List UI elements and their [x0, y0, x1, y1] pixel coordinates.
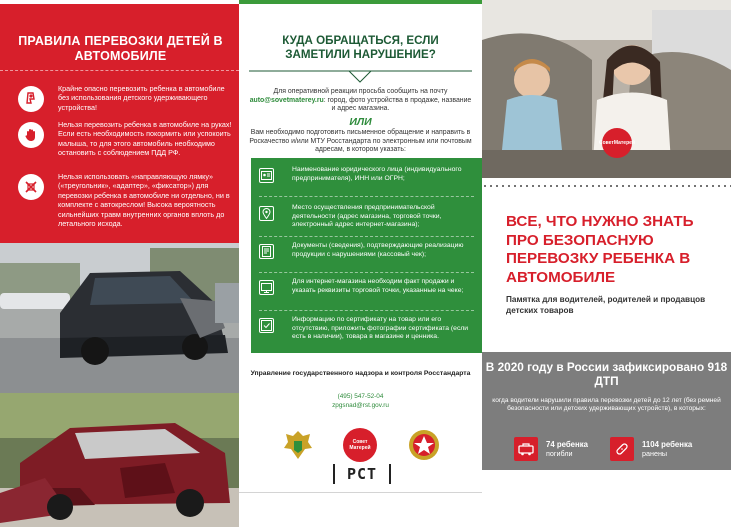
middle-panel [239, 0, 482, 527]
list-item: Документы (сведения), подтверждающие реализацию продукции с нарушениями (кассовый чек); [259, 242, 479, 259]
divider [0, 70, 239, 71]
document-icon [259, 244, 274, 259]
hand-stop-icon [18, 122, 44, 148]
phone[interactable]: (495) 547-52-04 [337, 393, 384, 400]
agency-title: Управление государственного надзора и контроля Росстандарта [250, 370, 471, 377]
rule-text: Нельзя перевозить ребенка в автомобиле на руках! Если есть необходимость покормить или успокоить малыша, то для этого автомобиль необходимо остановить с соблюдением ПДД РФ. [58, 120, 232, 158]
report-title: КУДА ОБРАЩАТЬСЯ, ЕСЛИ ЗАМЕТИЛИ НАРУШЕНИЕ? [282, 34, 439, 61]
list-item: Место осуществления предпринимательской деятельности (адрес магазина, торговой точки, электронный адрес интернет-магазина); [259, 204, 479, 230]
left-panel [0, 0, 239, 527]
subtitle: Памятка для водителей, родителей и продавцов детских товаров [506, 295, 706, 315]
coat-of-arms-icon [281, 428, 315, 462]
seatbelt-adapter-icon [18, 174, 44, 200]
requirements-list [251, 158, 482, 353]
rule-item [18, 84, 233, 112]
rule-text: Крайне опасно перевозить ребенка в автомобиле без использования детского удерживающего устройства! [58, 84, 225, 112]
computer-icon [259, 280, 274, 295]
rule-item [18, 120, 233, 158]
rules-panel [0, 0, 239, 243]
appeal-paragraph: Вам необходимо подготовить письменное обращение и направить в Роскачество и/или МТУ Росстандарта по электронным или почтовым адресам, в котором указать: [249, 129, 472, 154]
child-seat-icon [18, 86, 44, 112]
dotted-divider [482, 184, 731, 188]
sovet-materey-badge: Совет Матерей [602, 128, 632, 158]
rule-text: Нельзя использовать «направляющую лямку» («треугольник», «адаптер», «фиксатор») для перевозки ребенка в автомобиле ни отдельно, ни в комплекте с автокреслом! Высока вероятность сильнейших травм внутренних органов вплоть до летального исхода. [58, 172, 230, 229]
list-item: Информацию по сертификату на товар или его отсутствию, приложить фотографии сертификата (если есть в наличии), товара в магазине и ценника. [259, 316, 479, 342]
crashed-car-photo [0, 243, 239, 393]
traffic-police-emblem-icon [407, 428, 441, 462]
right-panel [482, 0, 731, 527]
id-card-icon [259, 168, 274, 183]
location-pin-icon [259, 206, 274, 221]
contact-paragraph: Для оперативной реакции просьба сообщить на почту auto@sovetmaterey.ru: город, фото устройства в продаже, название и адрес магазина. [249, 88, 472, 113]
stat-injured: 1104 ребенка ранены [610, 437, 692, 461]
ambulance-icon [514, 437, 538, 461]
stat-description: когда водители нарушили правила перевозки детей до 12 лет (без ремней безопасности или детских удерживающих устройств), в которых: [492, 397, 721, 413]
stat-deaths: 74 ребенка погибли [514, 437, 588, 461]
sovet-materey-logo: Совет Матерей [343, 428, 377, 462]
list-item: Для интернет-магазина необходим факт продажи и указать реквизиты торговой точки, указанные на чеке; [259, 278, 479, 295]
chevron-down-icon [239, 70, 482, 84]
stat-title: В 2020 году в России зафиксировано 918 ДТП [485, 360, 728, 388]
rule-item [18, 172, 233, 228]
agency-email[interactable]: zpgsnad@rst.gov.ru [332, 402, 389, 409]
rst-logo: РСТ [333, 464, 391, 484]
certificate-icon [259, 318, 274, 333]
rules-title: ПРАВИЛА ПЕРЕВОЗКИ ДЕТЕЙ В АВТОМОБИЛЕ [18, 34, 223, 63]
or-label: ИЛИ [349, 116, 372, 128]
email-link[interactable]: auto@sovetmaterey.ru [249, 96, 324, 104]
bandage-icon [610, 437, 634, 461]
main-title: ВСЕ, ЧТО НУЖНО ЗНАТЬ ПРО БЕЗОПАСНУЮ ПЕРЕВОЗКУ РЕБЕНКА В АВТОМОБИЛЕ [506, 213, 694, 286]
crashed-red-car-photo [0, 393, 239, 527]
family-car-photo [482, 0, 731, 178]
list-item: Наименование юридического лица (индивидуального предпринимателя), ИНН или ОГРН; [259, 166, 479, 183]
